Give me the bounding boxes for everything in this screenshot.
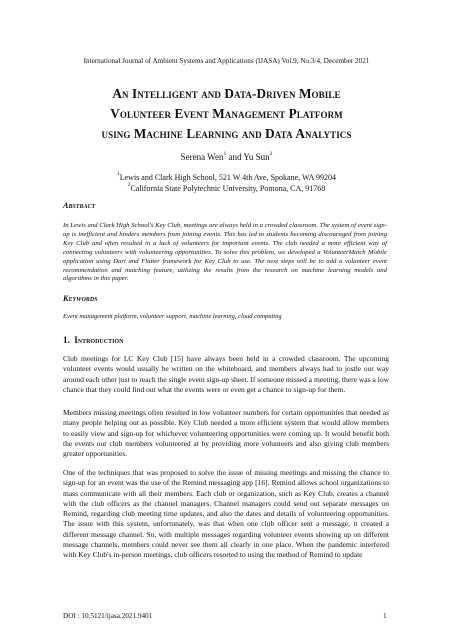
affiliation-line (0, 183, 453, 194)
body-paragraph: One of the techniques that was proposed to solve the issue of missing meetings and missing the chance to sign-up for an event was the use of the Remind messaging app [16]. Remind allows school organizations to mass communicate with all their members. Each club or organization, such as Key Club, creates a channel with the club officers as the channel managers. Channel managers could send out separate messages on Remind, regarding club meeting time updates, and also the dates and details of volunteering opportunities. The issue with this system, unfortunately, was that when one club officer sent a message, it created a different message channel. So, with multiple messages regarding volunteer events showing up on different message channels, members could never see them all clearly in one place. When the pandemic interfered with Key Club's in-person meetings, club officers resorted to using the method of Remind to update (63, 468, 389, 560)
body-paragraph: Members missing meetings often resulted in low volunteer numbers for certain opportunities that needed as many people helping out as possible. Key Club needed a more efficient system that would allow members to easily view and sign-up for whichever volunteering opportunities were coming up. It would benefit both the events our club members volunteered at by providing more volunteers and also giving club members greater opportunities. (63, 408, 389, 459)
abstract-text: In Lewis and Clark High School's Key Club, meetings are always held in a crowded classroom. The system of event sign-up is inefficient and hinders members from joining events. This has led to students becoming discouraged from joining Key Club and often resulted in a lack of volunteers for important events. The club needed a more efficient way of connecting volunteers with volunteering opportunities. To solve this problem, we developed a VolunteerMatch Mobile application using Dart and Flutter framework for Key Club to use. The next steps will be to add a volunteer event recommendation and matching feature, utilizing the results from the research on machine learning models and algorithms in this paper. (63, 222, 387, 283)
affiliation-text: Lewis and Clark High School, 521 W 4th Ave, Spokane, WA 99204 (119, 173, 337, 182)
doi-footer: DOI : 10.5121/ijasa.2021.9401 (63, 612, 153, 620)
author-conjunction: and (226, 152, 244, 162)
section-number: 1. (63, 335, 70, 345)
affiliation-line (0, 172, 453, 183)
author-name: Serena Wen (180, 152, 224, 162)
authors (0, 152, 453, 163)
author-superscript: 2 (269, 151, 273, 157)
title-line: Volunteer Event Management Platform (110, 106, 343, 121)
affiliation-text: California State Polytechnic University, Pomona, CA, 91768 (130, 184, 326, 193)
author-name: Yu Sun (243, 152, 270, 162)
section-heading (63, 335, 123, 345)
paper-title (40, 84, 413, 144)
affiliation-superscript: 2 (127, 182, 131, 189)
journal-header: International Journal of Ambient Systems and Applications (IJASA) Vol.9, No.3/4, December 2021 (83, 57, 370, 65)
affiliations (0, 172, 453, 194)
body-paragraph: Club meetings for LC Key Club [15] have always been held in a crowded classroom. The upcoming volunteer events would usually be written on the whiteboard, and members always had to jostle our way around each other just to reach the single event sign-up sheet. If someone missed a meeting, there was a low chance that they could find out what the events were or even get a chance to sign-up for them. (63, 354, 389, 394)
keywords-text: Event management platform, volunteer support, machine learning, cloud computing (63, 313, 282, 320)
author-superscript: 1 (223, 151, 227, 157)
title-line: using Machine Learning and Data Analytics (101, 126, 352, 141)
title-line: An Intelligent and Data-Driven Mobile (112, 86, 341, 101)
keywords-heading: Keywords (63, 294, 98, 303)
affiliation-superscript: 1 (116, 171, 120, 178)
section-title: Introduction (74, 335, 124, 345)
page-number: 1 (383, 612, 387, 620)
abstract-heading: Abstract (63, 201, 96, 210)
